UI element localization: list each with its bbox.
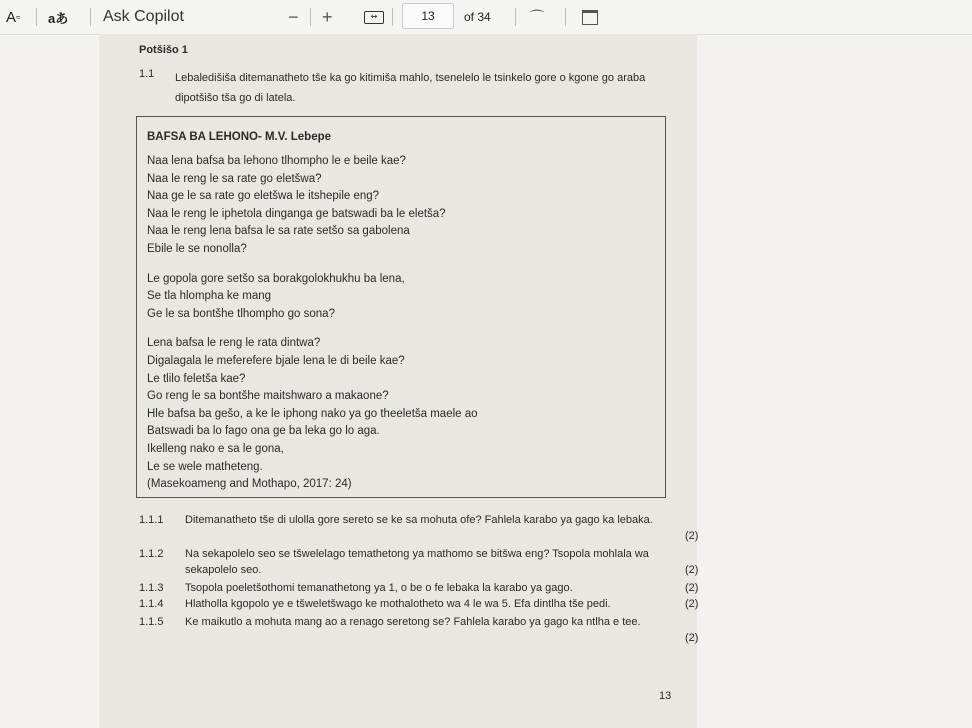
- sub-question-text: Tsopola poeletšothomi temanathetong ya 1, o be o fe lebaka la karabo ya gago.: [185, 582, 573, 594]
- toolbar-divider: [515, 8, 516, 26]
- page-number-input[interactable]: [402, 3, 454, 29]
- sub-question: [139, 614, 699, 648]
- sub-question-number: 1.1.4: [139, 598, 164, 610]
- document-page: [99, 34, 697, 728]
- poem-line: Digalagala le meferefere bjale lena le di beile kae?: [147, 354, 405, 367]
- poem-title: BAFSA BA LEHONO- M.V. Lebepe: [147, 131, 332, 143]
- poem-line: Ge le sa bontšhe tlhompho go sona?: [147, 307, 335, 320]
- read-aloud-button[interactable]: [48, 0, 68, 34]
- poem-line: Naa ge le sa rate go eletšwa le itshepile eng?: [147, 190, 380, 203]
- fit-width-icon: ↔: [364, 11, 384, 24]
- poem-line: Naa lena bafsa ba lehono tlhompho le e beile kae?: [147, 155, 406, 167]
- question-instruction: Lebaledišiša ditemanatheto tše ka go kitimiša mahlo, tsenelelo le tsinkelo gore o kgone go araba dipotšišo tša go di latela.: [175, 72, 646, 104]
- question-number: 1.1: [139, 68, 155, 80]
- poem-line: Naa le reng le sa rate go eletšwa?: [147, 172, 322, 185]
- sub-question-number: 1.1.5: [139, 616, 164, 628]
- sub-question-number: 1.1.3: [139, 582, 164, 594]
- poem-line: Lena bafsa le reng le rata dintwa?: [147, 337, 321, 350]
- toolbar-divider: [36, 8, 37, 26]
- poem-line: Se tla hlompha ke mang: [147, 290, 272, 303]
- sub-question-text: Na sekapolelo seo se tšwelelago temathetong ya mathomo se bitšwa eng? Tsopola mohlala wa sekapolelo seo.: [185, 548, 649, 576]
- toolbar-divider: [565, 8, 566, 26]
- sub-question: [139, 512, 699, 546]
- total-pages-text: of 34: [464, 10, 491, 24]
- zoom-out-button[interactable]: [288, 0, 299, 34]
- toolbar-divider: [90, 8, 91, 26]
- text-size-label: A: [6, 8, 17, 26]
- fit-to-width-button[interactable]: [364, 0, 384, 34]
- poem-line: Naa le reng lena bafsa le sa rate setšo sa gabolena: [147, 225, 410, 238]
- poem-box: [136, 116, 666, 498]
- sub-question-text: Hlatholla kgopolo ye e tšweletšwago ke mothalotheto wa 4 le wa 5. Efa dintlha tše pedi.: [185, 598, 611, 610]
- toolbar-divider: [392, 8, 393, 26]
- draw-icon: ⌒: [530, 9, 544, 25]
- page-number-footer: 13: [659, 690, 672, 702]
- pdf-toolbar: [0, 0, 972, 35]
- poem-line: Ebile le se nonolla?: [147, 242, 247, 255]
- sub-question-number: 1.1.2: [139, 548, 164, 560]
- poem-line: Hle bafsa ba gešo, a ke le iphong nako ya go theeletša maele ao: [147, 407, 478, 420]
- viewer-background-right: [697, 34, 972, 728]
- poem-line: Le gopola gore setšo sa borakgolokhukhu ba lena,: [147, 272, 405, 285]
- ask-copilot-label: Ask Copilot: [103, 8, 184, 25]
- sub-question-text: Ke maikutlo a mohuta mang ao a renago seretong se? Fahlela karabo ya gago ka ntlha e tee.: [185, 616, 641, 628]
- page-view-button[interactable]: [582, 0, 598, 34]
- toolbar-divider: [310, 8, 311, 26]
- ask-copilot-button[interactable]: [103, 0, 184, 34]
- poem-line: Naa le reng le iphetola dinganga ge batswadi ba le eletša?: [147, 207, 446, 220]
- poem-line: Ikelleng nako e sa le gona,: [147, 442, 284, 455]
- poem-line: Batswadi ba lo fago ona ge ba leka go lo aga.: [147, 425, 380, 438]
- read-aloud-label: aあ: [48, 10, 69, 26]
- text-size-button[interactable]: [6, 0, 20, 34]
- viewer-background-left: [0, 34, 99, 728]
- section-heading: Potšišo 1: [139, 44, 188, 56]
- sub-question-marks: (2): [685, 564, 699, 576]
- sub-question-marks: (2): [685, 598, 699, 610]
- stanza-break: [147, 323, 652, 335]
- plus-icon: +: [322, 6, 333, 27]
- sub-question-text: Ditemanatheto tše di ulolla gore sereto se ke sa mohuta ofe? Fahlela karabo ya gago ka lebaka.: [185, 514, 653, 526]
- sub-question-number: 1.1.1: [139, 514, 164, 526]
- text-size-icon: ≈: [16, 12, 21, 22]
- page-count-label: [464, 0, 491, 34]
- poem-line: Go reng le sa bontšhe maitshwaro a makaone?: [147, 390, 389, 403]
- poem-line: Le tlilo feletša kae?: [147, 372, 246, 385]
- current-page-value: 13: [421, 9, 435, 23]
- poem-line: Le se wele matheteng.: [147, 460, 263, 473]
- sub-question-marks: (2): [685, 530, 699, 542]
- draw-button[interactable]: [530, 0, 544, 34]
- sub-question: [139, 546, 699, 580]
- minus-icon: −: [288, 6, 299, 27]
- page-view-icon: [582, 10, 598, 25]
- sub-question-marks: (2): [685, 632, 699, 644]
- poem-text: [147, 153, 652, 494]
- poem-line: (Masekoameng and Mothapo, 2017: 24): [147, 478, 352, 491]
- stanza-break: [147, 259, 652, 271]
- zoom-in-button[interactable]: [322, 0, 333, 34]
- sub-question-marks: (2): [685, 582, 699, 594]
